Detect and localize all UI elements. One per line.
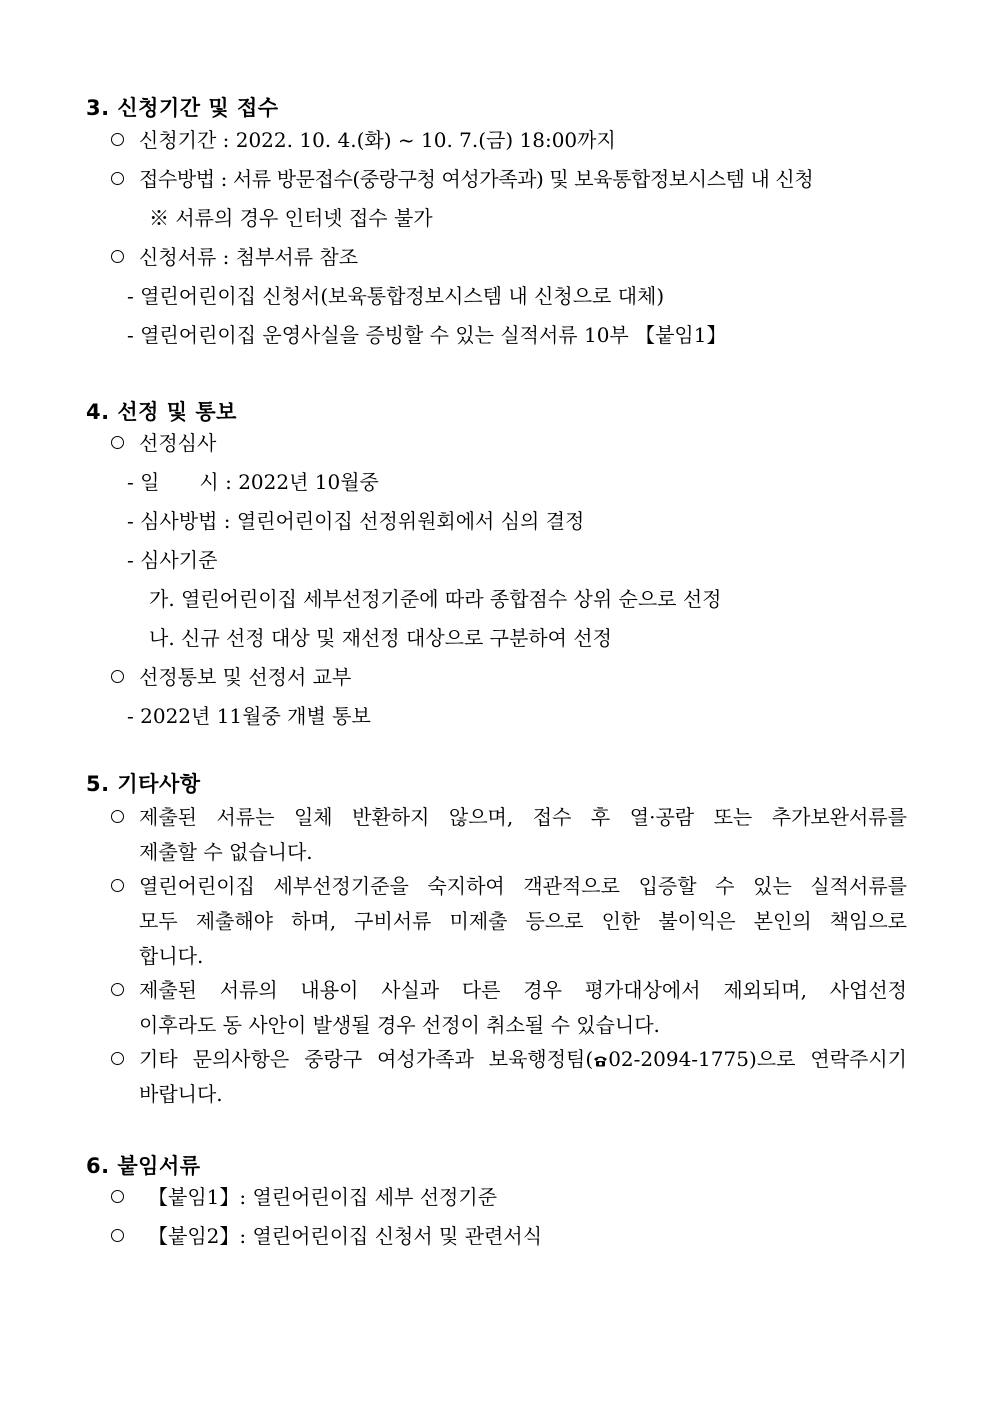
etc-item-4-line-1: [139, 1043, 907, 1072]
apply-period: 신청기간 : 2022. 10. 4.(화) ~ 10. 7.(금) 18:00까지: [139, 128, 616, 152]
review-date: - 일 시 : 2022년 10월중: [127, 470, 379, 494]
attachment-1: 【붙임1】: 열린어린이집 세부 선정기준: [148, 1185, 498, 1209]
apply-doc-1: - 열린어린이집 신청서(보육통합정보시스템 내 신청으로 대체): [127, 284, 665, 308]
etc-item-3-line-2: 이후라도 동 사안이 발생될 경우 선정이 취소될 수 있습니다.: [139, 1013, 660, 1037]
contact-text-post: )으로 연락주시기: [748, 1047, 907, 1071]
selection-review: 선정심사: [139, 431, 217, 455]
telephone-icon: [593, 1055, 608, 1067]
review-method: - 심사방법 : 열린어린이집 선정위원회에서 심의 결정: [127, 509, 585, 533]
bullet-circle-icon: [111, 1229, 124, 1242]
criteria-b: 나. 신규 선정 대상 및 재선정 대상으로 구분하여 선정: [149, 626, 612, 650]
bullet-circle-icon: [111, 250, 124, 263]
etc-item-2-line-2: 모두 제출해야 하며, 구비서류 미제출 등으로 인한 불이익은 본인의 책임으로: [139, 909, 907, 933]
selection-notice: 선정통보 및 선정서 교부: [139, 665, 352, 689]
review-criteria: - 심사기준: [127, 548, 218, 572]
etc-item-1-line-2: 제출할 수 없습니다.: [139, 840, 313, 864]
bullet-circle-icon: [111, 133, 124, 146]
bullet-circle-icon: [111, 1190, 124, 1203]
section-5-heading: 5. 기타사항: [86, 772, 201, 796]
attachment-2: 【붙임2】: 열린어린이집 신청서 및 관련서식: [148, 1224, 543, 1248]
apply-doc-2: - 열린어린이집 운영사실을 증빙할 수 있는 실적서류 10부 【붙임1】: [127, 323, 727, 347]
apply-documents: 신청서류 : 첨부서류 참조: [139, 245, 359, 269]
notice-date: - 2022년 11월중 개별 통보: [127, 704, 371, 728]
etc-item-4-line-2: 바랍니다.: [139, 1082, 223, 1106]
bullet-circle-icon: [111, 810, 124, 823]
apply-note: ※ 서류의 경우 인터넷 접수 불가: [149, 206, 433, 230]
contact-phone-number: 02-2094-1775: [608, 1047, 749, 1071]
apply-method: 접수방법 : 서류 방문접수(중랑구청 여성가족과) 및 보육통합정보시스템 내 신청: [139, 167, 814, 191]
section-4-heading: 4. 선정 및 통보: [86, 400, 237, 424]
etc-item-3-line-1: 제출된 서류의 내용이 사실과 다른 경우 평가대상에서 제외되며, 사업선정: [139, 978, 907, 1002]
criteria-a: 가. 열린어린이집 세부선정기준에 따라 종합점수 상위 순으로 선정: [149, 587, 722, 611]
bullet-circle-icon: [111, 983, 124, 996]
etc-item-2-line-1: 열린어린이집 세부선정기준을 숙지하여 객관적으로 입증할 수 있는 실적서류를: [139, 874, 907, 898]
section-3-heading: 3. 신청기간 및 접수: [86, 96, 279, 120]
bullet-circle-icon: [111, 436, 124, 449]
etc-item-1-line-1: 제출된 서류는 일체 반환하지 않으며, 접수 후 열·공람 또는 추가보완서류를: [139, 805, 907, 829]
bullet-circle-icon: [111, 670, 124, 683]
contact-text-pre: 기타 문의사항은 중랑구 여성가족과 보육행정팀(: [139, 1047, 594, 1071]
etc-item-2-line-3: 합니다.: [139, 944, 204, 968]
section-6-heading: 6. 붙임서류: [86, 1154, 201, 1178]
bullet-circle-icon: [111, 1052, 124, 1065]
bullet-circle-icon: [111, 172, 124, 185]
bullet-circle-icon: [111, 879, 124, 892]
